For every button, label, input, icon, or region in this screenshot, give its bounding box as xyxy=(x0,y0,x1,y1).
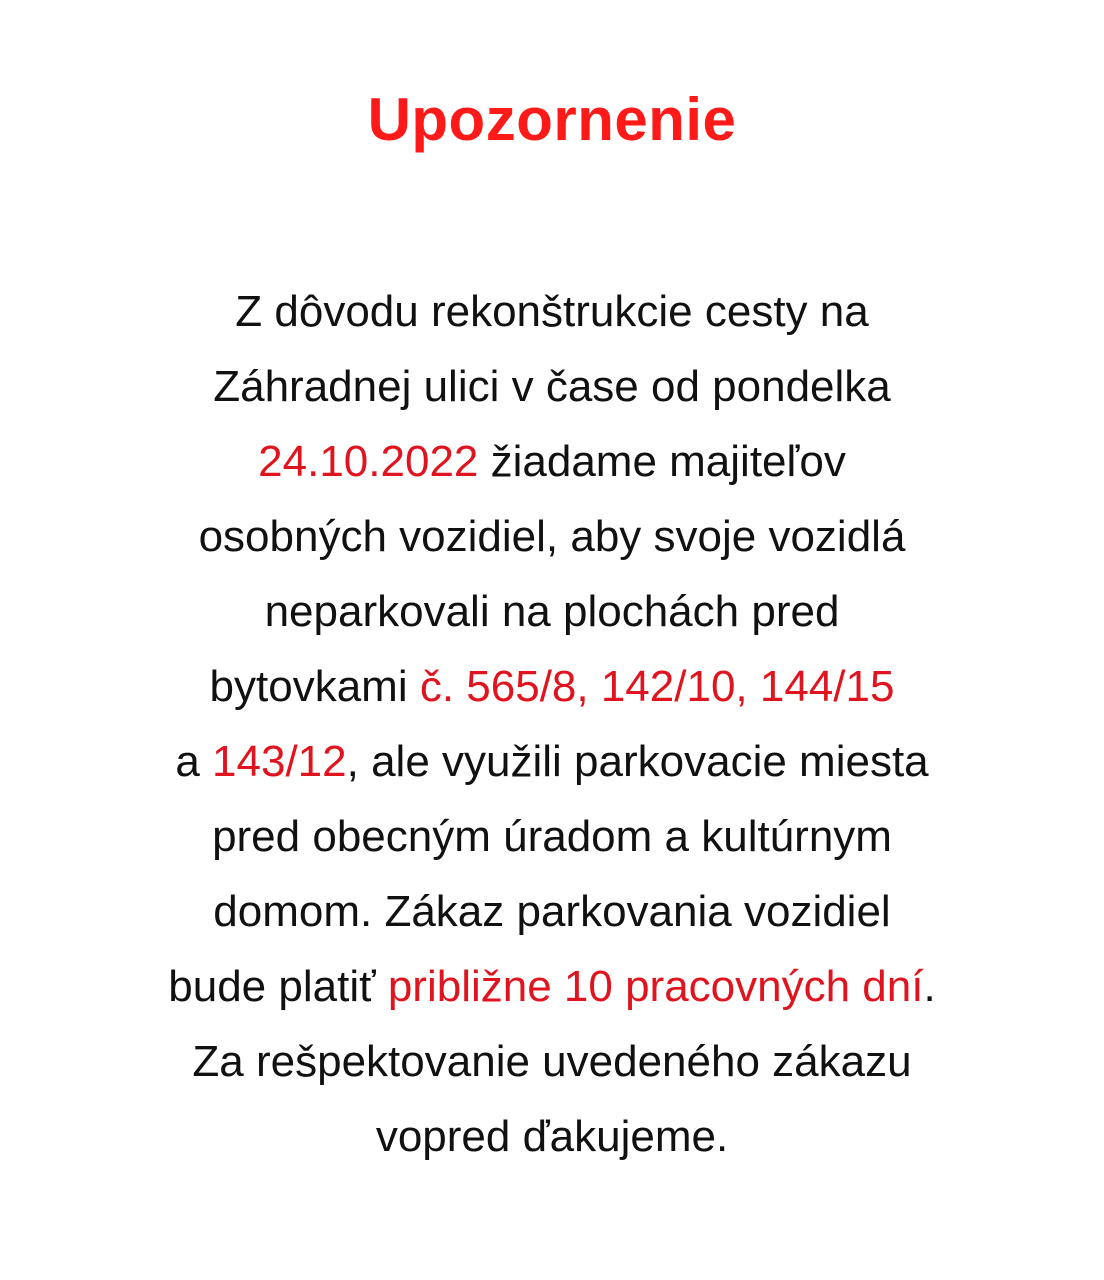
body-line-11: Za rešpektovanie uvedeného zákazu xyxy=(192,1037,912,1086)
body-line-9: domom. Zákaz parkovania vozidiel xyxy=(213,887,891,936)
body-line-4: osobných vozidiel, aby svoje vozidlá xyxy=(198,512,906,561)
body-line-7-rest: , ale využili parkovacie miesta xyxy=(346,737,929,786)
body-line-10 xyxy=(0,949,1104,1024)
building-number-highlight: 143/12 xyxy=(212,737,347,786)
body-line-6 xyxy=(0,649,1104,724)
building-numbers-highlight: č. 565/8, 142/10, 144/15 xyxy=(419,662,895,711)
body-line-10-end: . xyxy=(923,962,936,1011)
notice-title: Upozornenie xyxy=(367,86,737,153)
body-line-3-rest: žiadame majiteľov xyxy=(478,437,846,486)
body-line-2: Záhradnej ulici v čase od pondelka xyxy=(213,362,891,411)
body-line-1: Z dôvodu rekonštrukcie cesty na xyxy=(235,287,869,336)
body-line-7 xyxy=(0,724,1104,799)
notice-body xyxy=(0,274,1104,1174)
date-highlight: 24.10.2022 xyxy=(258,437,479,486)
body-line-5: neparkovali na plochách pred xyxy=(264,587,840,636)
body-line-8: pred obecným úradom a kultúrnym xyxy=(212,812,892,861)
duration-highlight: približne 10 pracovných dní xyxy=(387,962,924,1011)
body-line-12: vopred ďakujeme. xyxy=(375,1112,729,1161)
body-line-10-start: bude platiť xyxy=(168,962,388,1011)
body-line-6-start: bytovkami xyxy=(209,662,420,711)
body-line-3 xyxy=(0,424,1104,499)
body-line-7-start: a xyxy=(175,737,213,786)
